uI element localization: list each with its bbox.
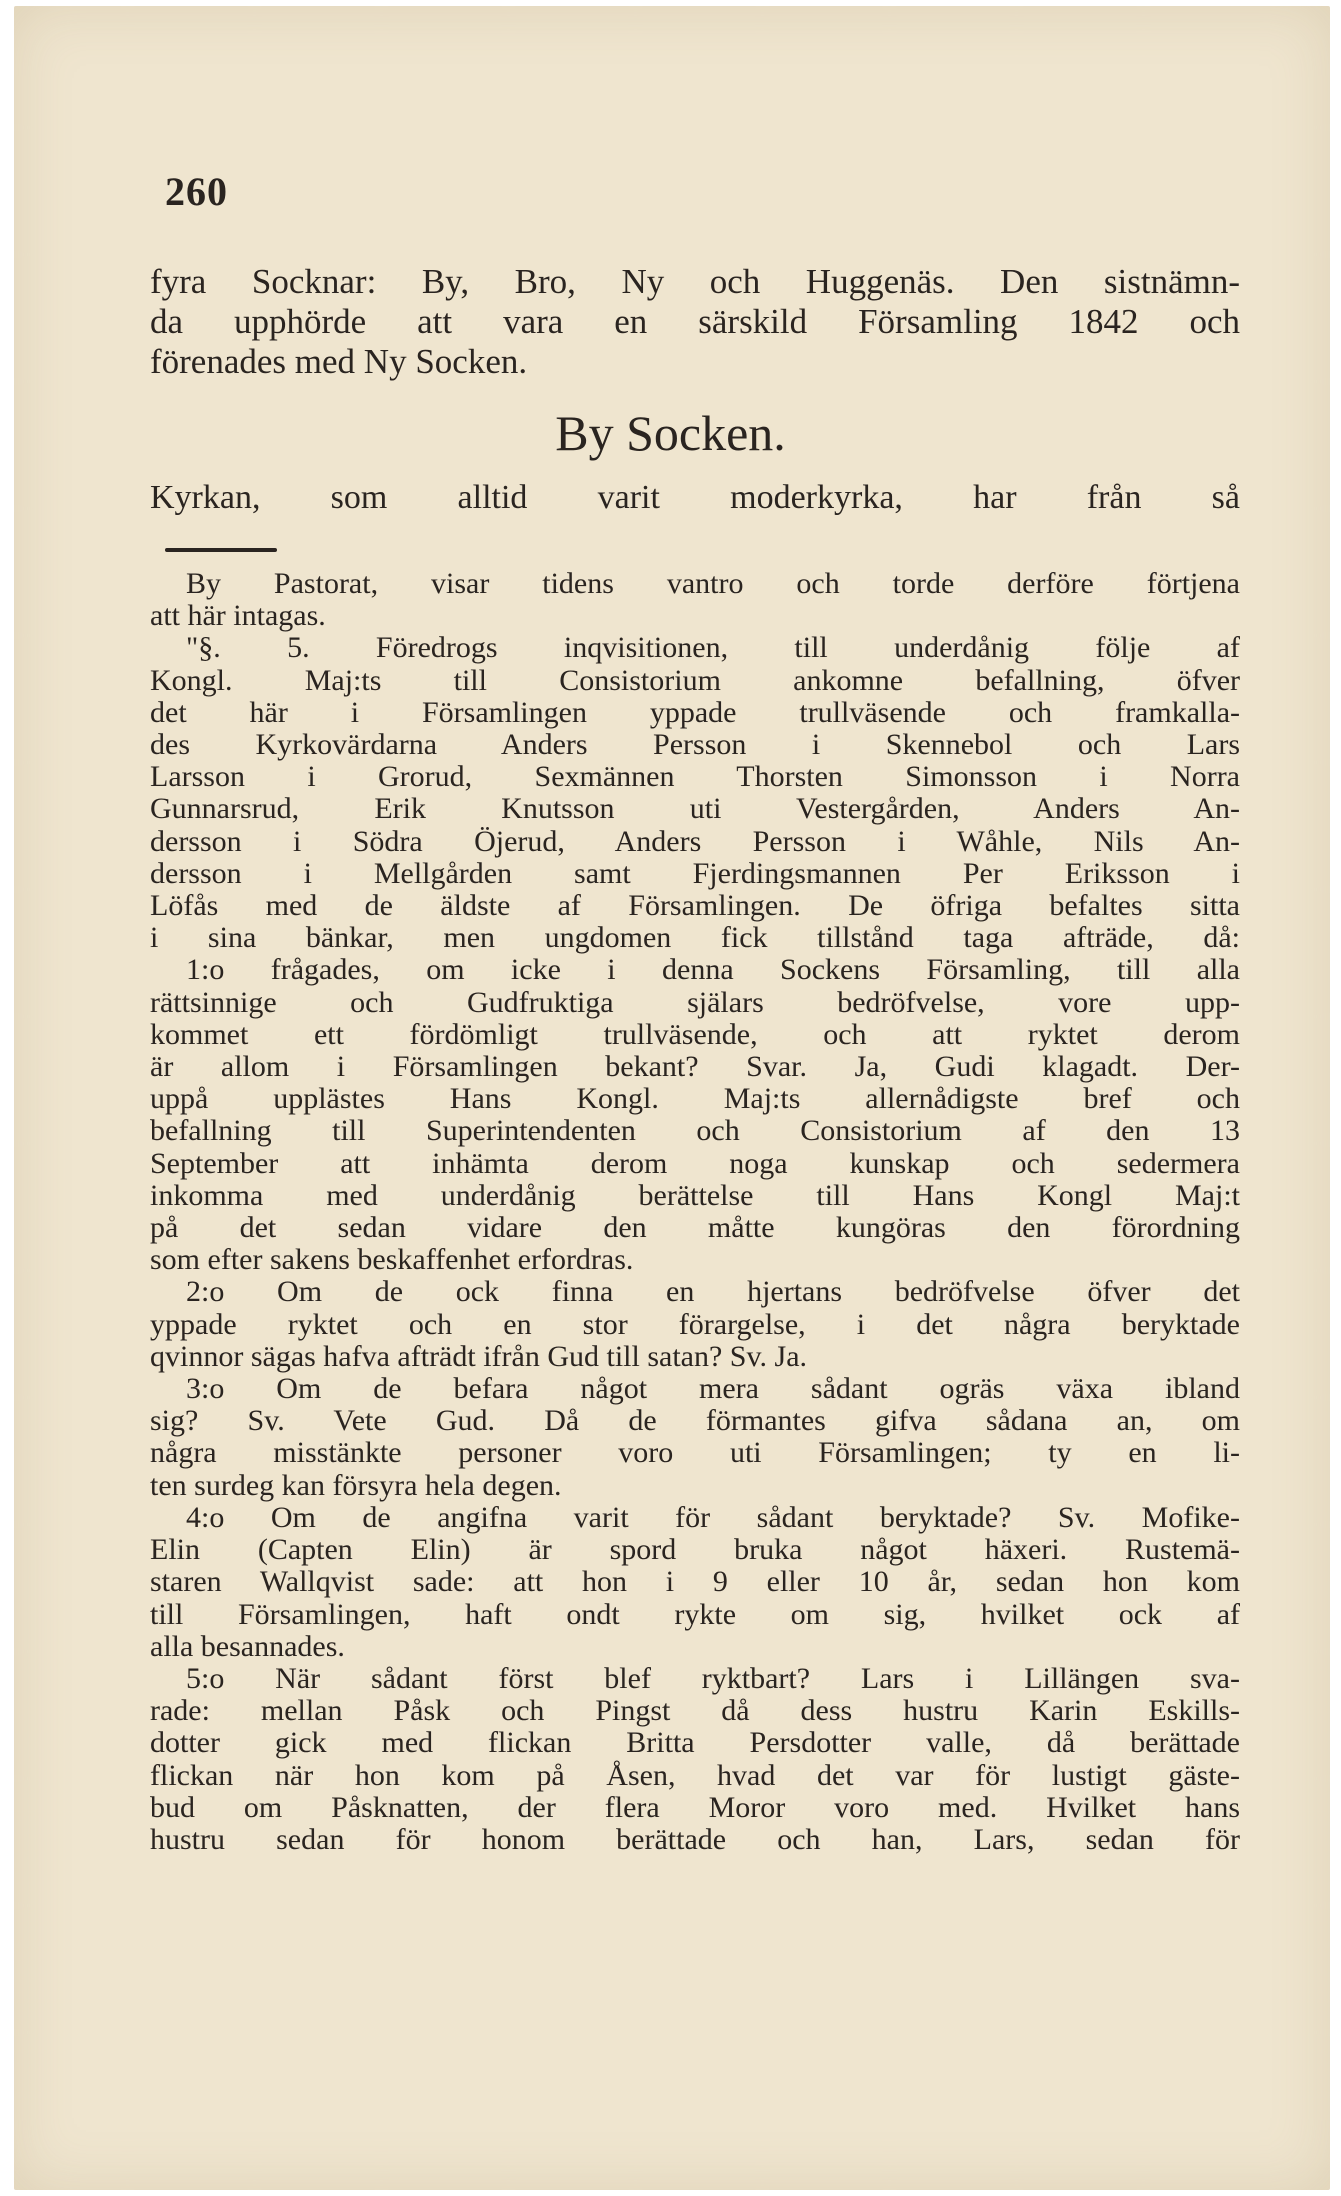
footnote-line: några misstänkte personer voro uti Församlingen; ty en li-: [150, 1436, 1240, 1470]
footnote-line: bud om Påsknatten, der flera Moror voro med. Hvilket hans: [150, 1790, 1240, 1824]
footnote-line: rade: mellan Påsk och Pingst då dess hustru Karin Eskills-: [150, 1694, 1240, 1728]
footnote-line: uppå upplästes Hans Kongl. Maj:ts allernådigste bref och: [150, 1082, 1240, 1116]
footnote-line: inkomma med underdånig berättelse till Hans Kongl Maj:t: [150, 1178, 1240, 1212]
intro-paragraph: [150, 262, 1240, 382]
footnote-line: Elin (Capten Elin) är spord bruka något häxeri. Rustemä-: [150, 1533, 1240, 1567]
footnote-block: [150, 568, 1240, 1856]
text-line: fyra Socknar: By, Bro, Ny och Huggenäs. Den sistnämn-: [150, 262, 1240, 301]
footnote-line: "§. 5. Föredrogs inqvisitionen, till underdånig följe af: [186, 631, 1240, 665]
footnote-line: dersson i Mellgården samt Fjerdingsmannen Per Eriksson i: [150, 856, 1240, 890]
footnote-line: dersson i Södra Öjerud, Anders Persson i Wåhle, Nils An-: [150, 824, 1240, 858]
footnote-line: des Kyrkovärdarna Anders Persson i Skennebol och Lars: [150, 728, 1240, 762]
footnote-line: 4:o Om de angifna varit för sådant beryktade? Sv. Mofike-: [186, 1500, 1240, 1534]
footnote-line: staren Wallqvist sade: att hon i 9 eller 10 år, sedan hon kom: [150, 1565, 1240, 1599]
footnote-line: kommet ett fördömligt trullväsende, och att ryktet derom: [150, 1017, 1240, 1051]
footnote-line: Gunnarsrud, Erik Knutsson uti Vestergården, Anders An-: [150, 792, 1240, 826]
footnote-line: i sina bänkar, men ungdomen fick tillstånd taga afträde, då:: [150, 921, 1240, 955]
footnote-line: som efter sakens beskaffenhet erfordras.: [150, 1243, 634, 1277]
page-number: 260: [165, 169, 228, 214]
footnote-line: ten surdeg kan försyra hela degen.: [150, 1468, 562, 1502]
footnote-line: till Församlingen, haft ondt rykte om sig, hvilket ock af: [150, 1597, 1240, 1631]
footnote-line: det här i Församlingen yppade trullväsende och framkalla-: [150, 695, 1240, 729]
footnote-line: är allom i Församlingen bekant? Svar. Ja, Gudi klagadt. Der-: [150, 1050, 1240, 1084]
footnote-line: Kongl. Maj:ts till Consistorium ankomne befallning, öfver: [150, 663, 1240, 697]
footnote-line: flickan när hon kom på Åsen, hvad det var för lustigt gäste-: [150, 1758, 1240, 1792]
text-line: da upphörde att vara en särskild Församling 1842 och: [150, 302, 1240, 341]
footnote-line: alla besannades.: [150, 1629, 345, 1663]
footnote-line: Larsson i Grorud, Sexmännen Thorsten Simonsson i Norra: [150, 760, 1240, 794]
footnote-line: 1:o frågades, om icke i denna Sockens Församling, till alla: [186, 953, 1240, 987]
footnote-line: på det sedan vidare den måtte kungöras den förordning: [150, 1211, 1240, 1245]
footnote-line: sig? Sv. Vete Gud. Då de förmantes gifva sådana an, om: [150, 1404, 1240, 1438]
footnote-line: yppade ryktet och en stor förargelse, i det några beryktade: [150, 1307, 1240, 1341]
footnote-line: att här intagas.: [150, 599, 326, 633]
footnote-line: 3:o Om de befara något mera sådant ogräs växa ibland: [186, 1372, 1240, 1406]
footnote-line: dotter gick med flickan Britta Persdotter valle, då berättade: [150, 1726, 1240, 1760]
footnote-line: September att inhämta derom noga kunskap och sedermera: [150, 1146, 1240, 1180]
footnote-line: By Pastorat, visar tidens vantro och torde derföre förtjena: [186, 567, 1240, 600]
footnote-line: 2:o Om de ock finna en hjertans bedröfvelse öfver det: [186, 1275, 1240, 1309]
footnote-rule: [165, 548, 277, 552]
text-line: förenades med Ny Socken.: [150, 342, 528, 381]
body-paragraph: [150, 478, 1240, 518]
footnote-line: befallning till Superintendenten och Consistorium af den 13: [150, 1114, 1240, 1148]
footnote-line: 5:o När sådant först blef ryktbart? Lars i Lillängen sva-: [186, 1661, 1240, 1695]
footnote-line: rättsinnige och Gudfruktiga själars bedröfvelse, vore upp-: [150, 985, 1240, 1019]
footnote-line: hustru sedan för honom berättade och han, Lars, sedan för: [150, 1822, 1240, 1856]
footnote-line: Löfås med de äldste af Församlingen. De öfriga befaltes sitta: [150, 889, 1240, 923]
text-line: Kyrkan, som alltid varit moderkyrka, har från så: [150, 479, 1240, 516]
section-heading: By Socken.: [555, 405, 786, 461]
footnote-line: qvinnor sägas hafva afträdt ifrån Gud till satan? Sv. Ja.: [150, 1339, 808, 1373]
